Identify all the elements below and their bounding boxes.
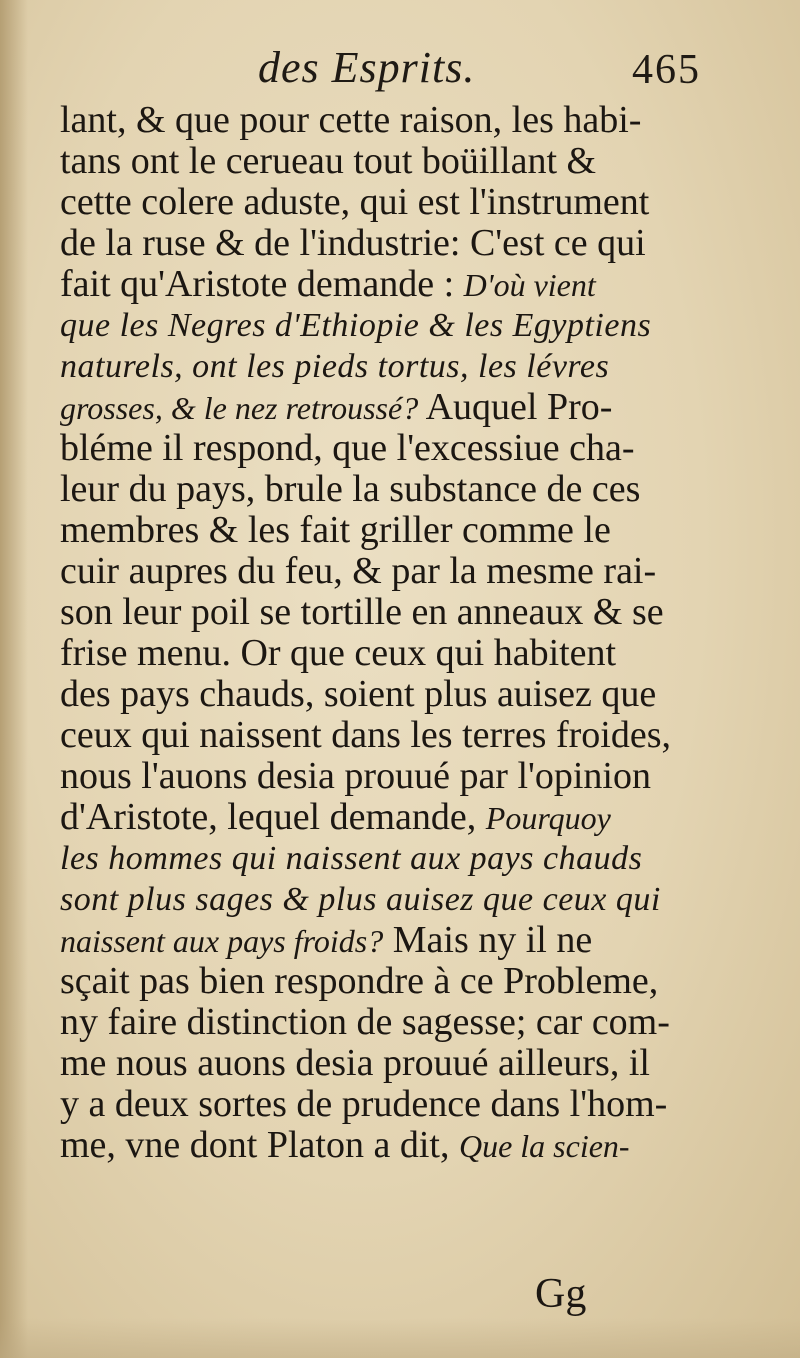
running-head xyxy=(0,36,800,96)
text-line: ny faire distinction de sagesse; car com- xyxy=(60,1001,670,1043)
text-line: me, vne dont Platon a dit, Que la scien- xyxy=(60,1124,630,1166)
running-title: des Esprits. xyxy=(258,43,476,92)
text-line: cette colere aduste, qui est l'instrument xyxy=(60,181,650,223)
text-line: ceux qui naissent dans les terres froides, xyxy=(60,714,671,756)
text-line: leur du pays, brule la substance de ces xyxy=(60,468,641,510)
text-line: nous l'auons desia prouué par l'opinion xyxy=(60,755,651,797)
text-line: y a deux sortes de prudence dans l'hom- xyxy=(60,1083,668,1125)
text-line: tans ont le cerueau tout boüillant & xyxy=(60,140,597,182)
text-line: grosses, & le nez retroussé? Auquel Pro- xyxy=(60,386,613,428)
text-line: membres & les fait griller comme le xyxy=(60,509,611,551)
text-line: me nous auons desia prouué ailleurs, il xyxy=(60,1042,650,1084)
body-text xyxy=(60,100,740,1166)
text-line: frise menu. Or que ceux qui habitent xyxy=(60,632,617,674)
text-line: fait qu'Aristote demande : D'où vient xyxy=(60,263,596,305)
text-line: de la ruse & de l'industrie: C'est ce qui xyxy=(60,222,646,264)
catchword: Gg xyxy=(535,1271,587,1317)
text-line: sont plus sages & plus auisez que ceux qui xyxy=(60,881,661,918)
page-number: 465 xyxy=(632,47,701,93)
text-line: naissent aux pays froids? Mais ny il ne xyxy=(60,919,593,961)
text-line: d'Aristote, lequel demande, Pourquoy xyxy=(60,796,611,838)
text-line: cuir aupres du feu, & par la mesme rai- xyxy=(60,550,657,592)
page-edge-shadow xyxy=(0,1318,800,1358)
text-line: les hommes qui naissent aux pays chauds xyxy=(60,840,643,877)
spine-shadow xyxy=(0,0,28,1358)
text-line: naturels, ont les pieds tortus, les lévres xyxy=(60,348,610,385)
text-line: bléme il respond, que l'excessiue cha- xyxy=(60,427,635,469)
text-line: lant, & que pour cette raison, les habi- xyxy=(60,99,642,141)
text-line: son leur poil se tortille en anneaux & se xyxy=(60,591,664,633)
text-line: sçait pas bien respondre à ce Probleme, xyxy=(60,960,659,1002)
text-line: des pays chauds, soient plus auisez que xyxy=(60,673,657,715)
text-line: que les Negres d'Ethiopie & les Egyptiens xyxy=(60,307,652,344)
